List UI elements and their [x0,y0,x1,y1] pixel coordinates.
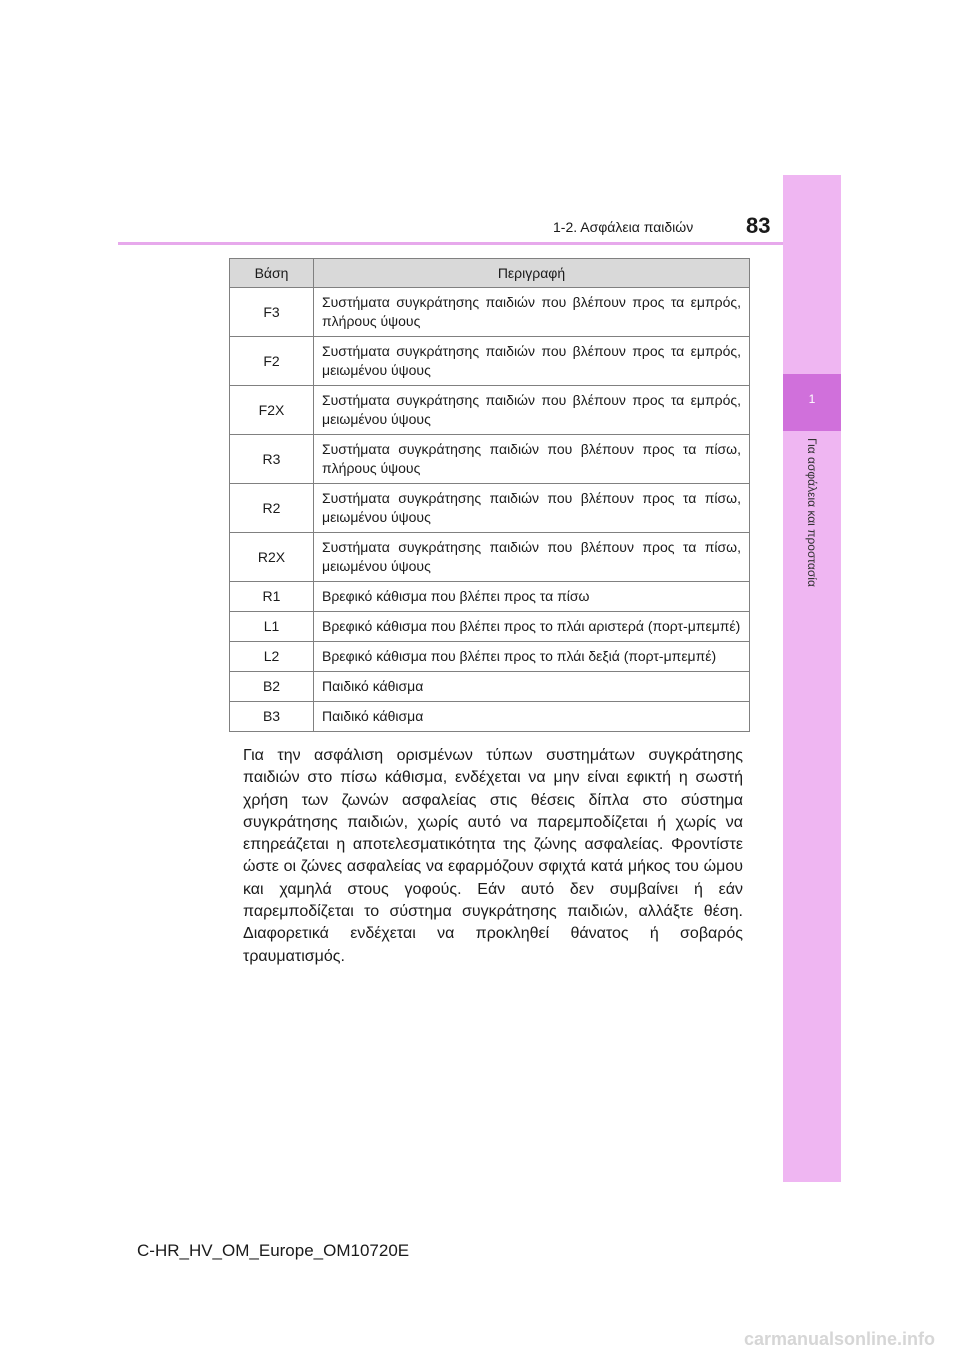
fixture-code: L1 [230,612,314,642]
table-body [230,288,750,732]
document-id: C-HR_HV_OM_Europe_OM10720E [137,1241,410,1260]
table-row [230,533,750,582]
section-title: 1-2. Ασφάλεια παιδιών [553,219,694,235]
fixture-code: R3 [230,435,314,484]
fixture-code: R2X [230,533,314,582]
fixture-description: Βρεφικό κάθισμα που βλέπει προς το πλάι αριστερά (πορτ-μπεμπέ) [314,612,750,642]
fixture-code: R1 [230,582,314,612]
table-row [230,582,750,612]
chapter-side-strip [783,175,841,1182]
chapter-title: Για ασφάλεια και προστασία [805,438,819,587]
table-row [230,386,750,435]
fixture-code: B3 [230,702,314,732]
table-header-row [230,259,750,288]
fixture-description: Βρεφικό κάθισμα που βλέπει προς το πλάι δεξιά (πορτ-μπεμπέ) [314,642,750,672]
fixture-description: Συστήματα συγκράτησης παιδιών που βλέπουν προς τα πίσω, πλήρους ύψους [314,435,750,484]
watermark: carmanualsonline.info [744,1329,936,1349]
fixture-code: F3 [230,288,314,337]
fixture-description: Παιδικό κάθισμα [314,702,750,732]
table-row [230,337,750,386]
fixture-code: R2 [230,484,314,533]
fixture-code: B2 [230,672,314,702]
warning-paragraph: Για την ασφάλιση ορισμένων τύπων συστημάτων συγκράτησης παιδιών στο πίσω κάθισμα, ενδέχεται να μην είναι εφικτή η σωστή χρήση των ζωνών ασφαλείας στις θέσεις δίπλα στο σύστημα συγκράτησης παιδιών, χωρίς αυτό να παρεμποδίζεται ή χωρίς να επηρεάζεται η αποτελεσματικότητα της ζώνης ασφαλείας. Φροντίστε ώστε οι ζώνες ασφαλείας να εφαρμόζουν σφιχτά κατά μήκος του ώμου και χαμηλά στους γοφούς. Εάν αυτό δεν συμβαίνει ή εάν παρεμποδίζεται το σύστημα συγκράτησης παιδιών, αλλάξτε θέση. Διαφορετικά ενδέχεται να προκληθεί θάνατος ή σοβαρός τραυματισμός. [243,747,743,965]
fixture-code: F2X [230,386,314,435]
table-row [230,642,750,672]
table-row [230,484,750,533]
table-row [230,288,750,337]
page-number: 83 [746,213,771,238]
child-seat-fixture-table [229,258,750,732]
table-row [230,702,750,732]
fixture-description: Παιδικό κάθισμα [314,672,750,702]
fixture-description: Συστήματα συγκράτησης παιδιών που βλέπουν προς τα εμπρός, μειωμένου ύψους [314,386,750,435]
fixture-description: Συστήματα συγκράτησης παιδιών που βλέπουν προς τα πίσω, μειωμένου ύψους [314,533,750,582]
table-row [230,435,750,484]
fixture-description: Συστήματα συγκράτησης παιδιών που βλέπουν προς τα εμπρός, μειωμένου ύψους [314,337,750,386]
fixture-description: Συστήματα συγκράτησης παιδιών που βλέπουν προς τα πίσω, μειωμένου ύψους [314,484,750,533]
column-header-fixture: Βάση [230,259,314,288]
header-divider [118,242,783,245]
fixture-code: L2 [230,642,314,672]
fixture-description: Συστήματα συγκράτησης παιδιών που βλέπουν προς τα εμπρός, πλήρους ύψους [314,288,750,337]
fixture-description: Βρεφικό κάθισμα που βλέπει προς τα πίσω [314,582,750,612]
chapter-number: 1 [808,392,816,406]
column-header-description: Περιγραφή [314,259,750,288]
table-row [230,672,750,702]
table-row [230,612,750,642]
fixture-code: F2 [230,337,314,386]
